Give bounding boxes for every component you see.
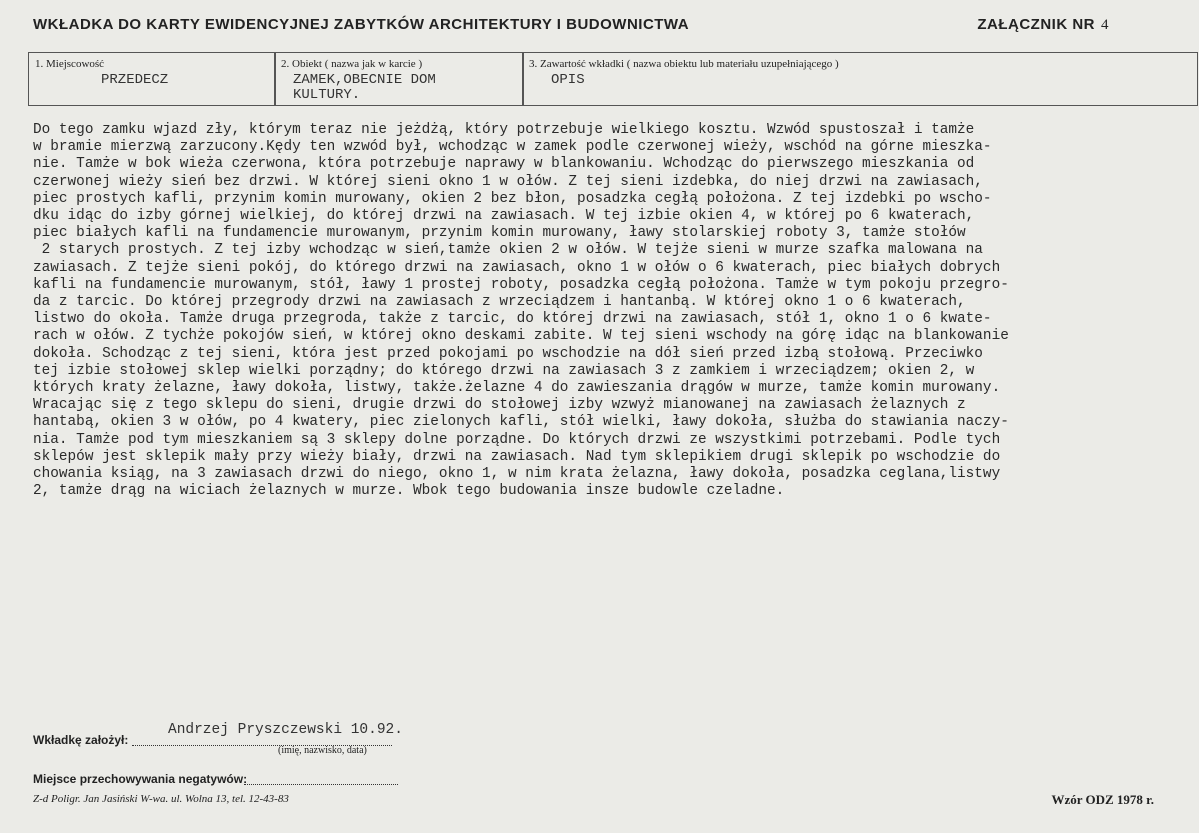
text-line: kafli na fundamencie murowanym, stół, ławy 1 prostej roboty, posadzka cegłą położona. Tamże w tym pokoju przegro- xyxy=(33,276,1009,293)
object-value: ZAMEK,OBECNIE DOM KULTURY. xyxy=(293,72,436,103)
text-line: rach w ołów. Z tychże pokojów sień, w której okno deskami zabite. W tej sieni wschody na górę idąc na blankowanie xyxy=(33,328,1009,345)
text-line: hantabą, okien 3 w ołów, po 4 kwatery, piec zielonych kafli, stół wielki, ławy dokoła, służba do stawiania naczy- xyxy=(33,414,1009,431)
locality-label: 1. Miejscowość xyxy=(35,58,105,70)
form-title: WKŁADKA DO KARTY EWIDENCYJNEJ ZABYTKÓW ARCHITEKTURY I BUDOWNICTWA xyxy=(33,16,690,33)
attachment-number xyxy=(977,16,1109,34)
form-model: Wzór ODZ 1978 r. xyxy=(1051,792,1154,807)
text-line: chowania ksiąg, na 3 zawiasach drzwi do niego, okno 1, w nim krata żelazna, ławy dokoła, posadzka ceglana,listwy xyxy=(33,466,1001,483)
text-line: Wracając się z tego sklepu do sieni, drugie drzwi do stołowej izby wzwyż mianowanej na zawiasach żelaznych z xyxy=(33,397,966,414)
text-line: czerwonej wieży sień bez drzwi. W której sieni okno 1 w ołów. Z tej sieni izdebka, do niej drzwi na zawiasach, xyxy=(33,173,983,190)
object-box xyxy=(274,52,524,106)
text-line: dku idąc do izby górnej wielkiej, do której drzwi na zawiasach. W tej izbie okien 4, w której po 6 kwaterach, xyxy=(33,208,975,225)
text-line: w bramie mierzwą zarzucony.Kędy ten wzwód był, wchodząc w zamek podle czerwonej wieży, wschód na górne mieszka- xyxy=(33,139,992,156)
text-line: zawiasach. Z tejże sieni pokój, do którego drzwi na zawiasach, okno 1 w ołów o 6 kwaterach, piec białych dobrych xyxy=(33,259,1001,276)
description-text xyxy=(33,122,1193,500)
author-value: Andrzej Pryszczewski 10.92. xyxy=(168,722,403,738)
text-line: piec białych kafli na fundamencie murowanym, przynim komin murowany, ławy stolarskiej roboty 3, tamże stołów xyxy=(33,225,966,242)
object-label: 2. Obiekt ( nazwa jak w karcie ) xyxy=(281,58,423,70)
negatives-dotted-line xyxy=(244,783,398,785)
text-line: Do tego zamku wjazd zły, którym teraz nie jeżdżą, który potrzebuje wielkiego kosztu. Wzwód spustoszał i tamże xyxy=(33,122,975,138)
locality-value: PRZEDECZ xyxy=(101,72,169,88)
text-line: 2 starych prostych. Z tej izby wchodząc w sień,tamże okien 2 w ołów. W tejże sieni w murze szafka malowana na xyxy=(33,242,983,259)
attachment-value: 4 xyxy=(1101,17,1109,33)
text-line: da z tarcic. Do której przegrody drzwi na zawiasach z wrzeciądzem i hantanbą. W której okno 1 o 6 kwaterach, xyxy=(33,294,966,311)
text-line: tej izbie stołowej sklep wielki porządny; do którego drzwi na zawiasach 3 z zamkiem i wrzeciądzem; okien 2, w xyxy=(33,362,975,379)
text-line: piec prostych kafli, przynim komin murowany, okien 2 bez błon, posadzka cegłą położona. Z tej izdebki po wscho- xyxy=(33,190,992,207)
attachment-label: ZAŁĄCZNIK NR xyxy=(977,16,1095,33)
text-line: dokoła. Schodząc z tej sieni, która jest przed pokojami po wschodzie na dół sień przed izbą stołową. Przeciwko xyxy=(33,345,983,362)
contents-label: 3. Zawartość wkładki ( nazwa obiektu lub materiału uzupełniającego ) xyxy=(529,58,839,70)
text-line: 2, tamże drąg na wiciach żelaznych w murze. Wbok tego budowania insze budowle czeladne. xyxy=(33,483,785,500)
locality-box xyxy=(28,52,276,106)
text-line: nia. Tamże pod tym mieszkaniem są 3 sklepy dolne porządne. Do których drzwi ze wszystkimi potrzebami. Podle tych xyxy=(33,431,1001,448)
text-line: sklepów jest sklepik mały przy wieży biały, drzwi na zawiasach. Nad tym sklepikiem drugi sklepik po wschodzie do xyxy=(33,448,1001,465)
contents-value: OPIS xyxy=(551,72,585,88)
negatives-label: Miejsce przechowywania negatywów: xyxy=(33,772,248,786)
text-line: których kraty żelazne, ławy dokoła, listwy, także.żelazne 4 do zawieszania drągów w murze, tamże komin murowany. xyxy=(33,380,1001,397)
printer-note: Z-d Poligr. Jan Jasiński W-wa. ul. Wolna 13, tel. 12-43-83 xyxy=(33,793,289,805)
author-label: Wkładkę założył: xyxy=(33,733,129,747)
author-hint: (imię, nazwisko, data) xyxy=(278,745,367,756)
text-line: nie. Tamże w bok wieża czerwona, która potrzebuje naprawy w blankowaniu. Wchodząc do pierwszego mieszkania od xyxy=(33,156,975,173)
text-line: listwo do okoła. Tamże druga przegroda, także z tarcic, do której drzwi na zawiasach, stół 1, okno 1 o 6 kwate- xyxy=(33,311,992,328)
contents-box xyxy=(522,52,1198,106)
